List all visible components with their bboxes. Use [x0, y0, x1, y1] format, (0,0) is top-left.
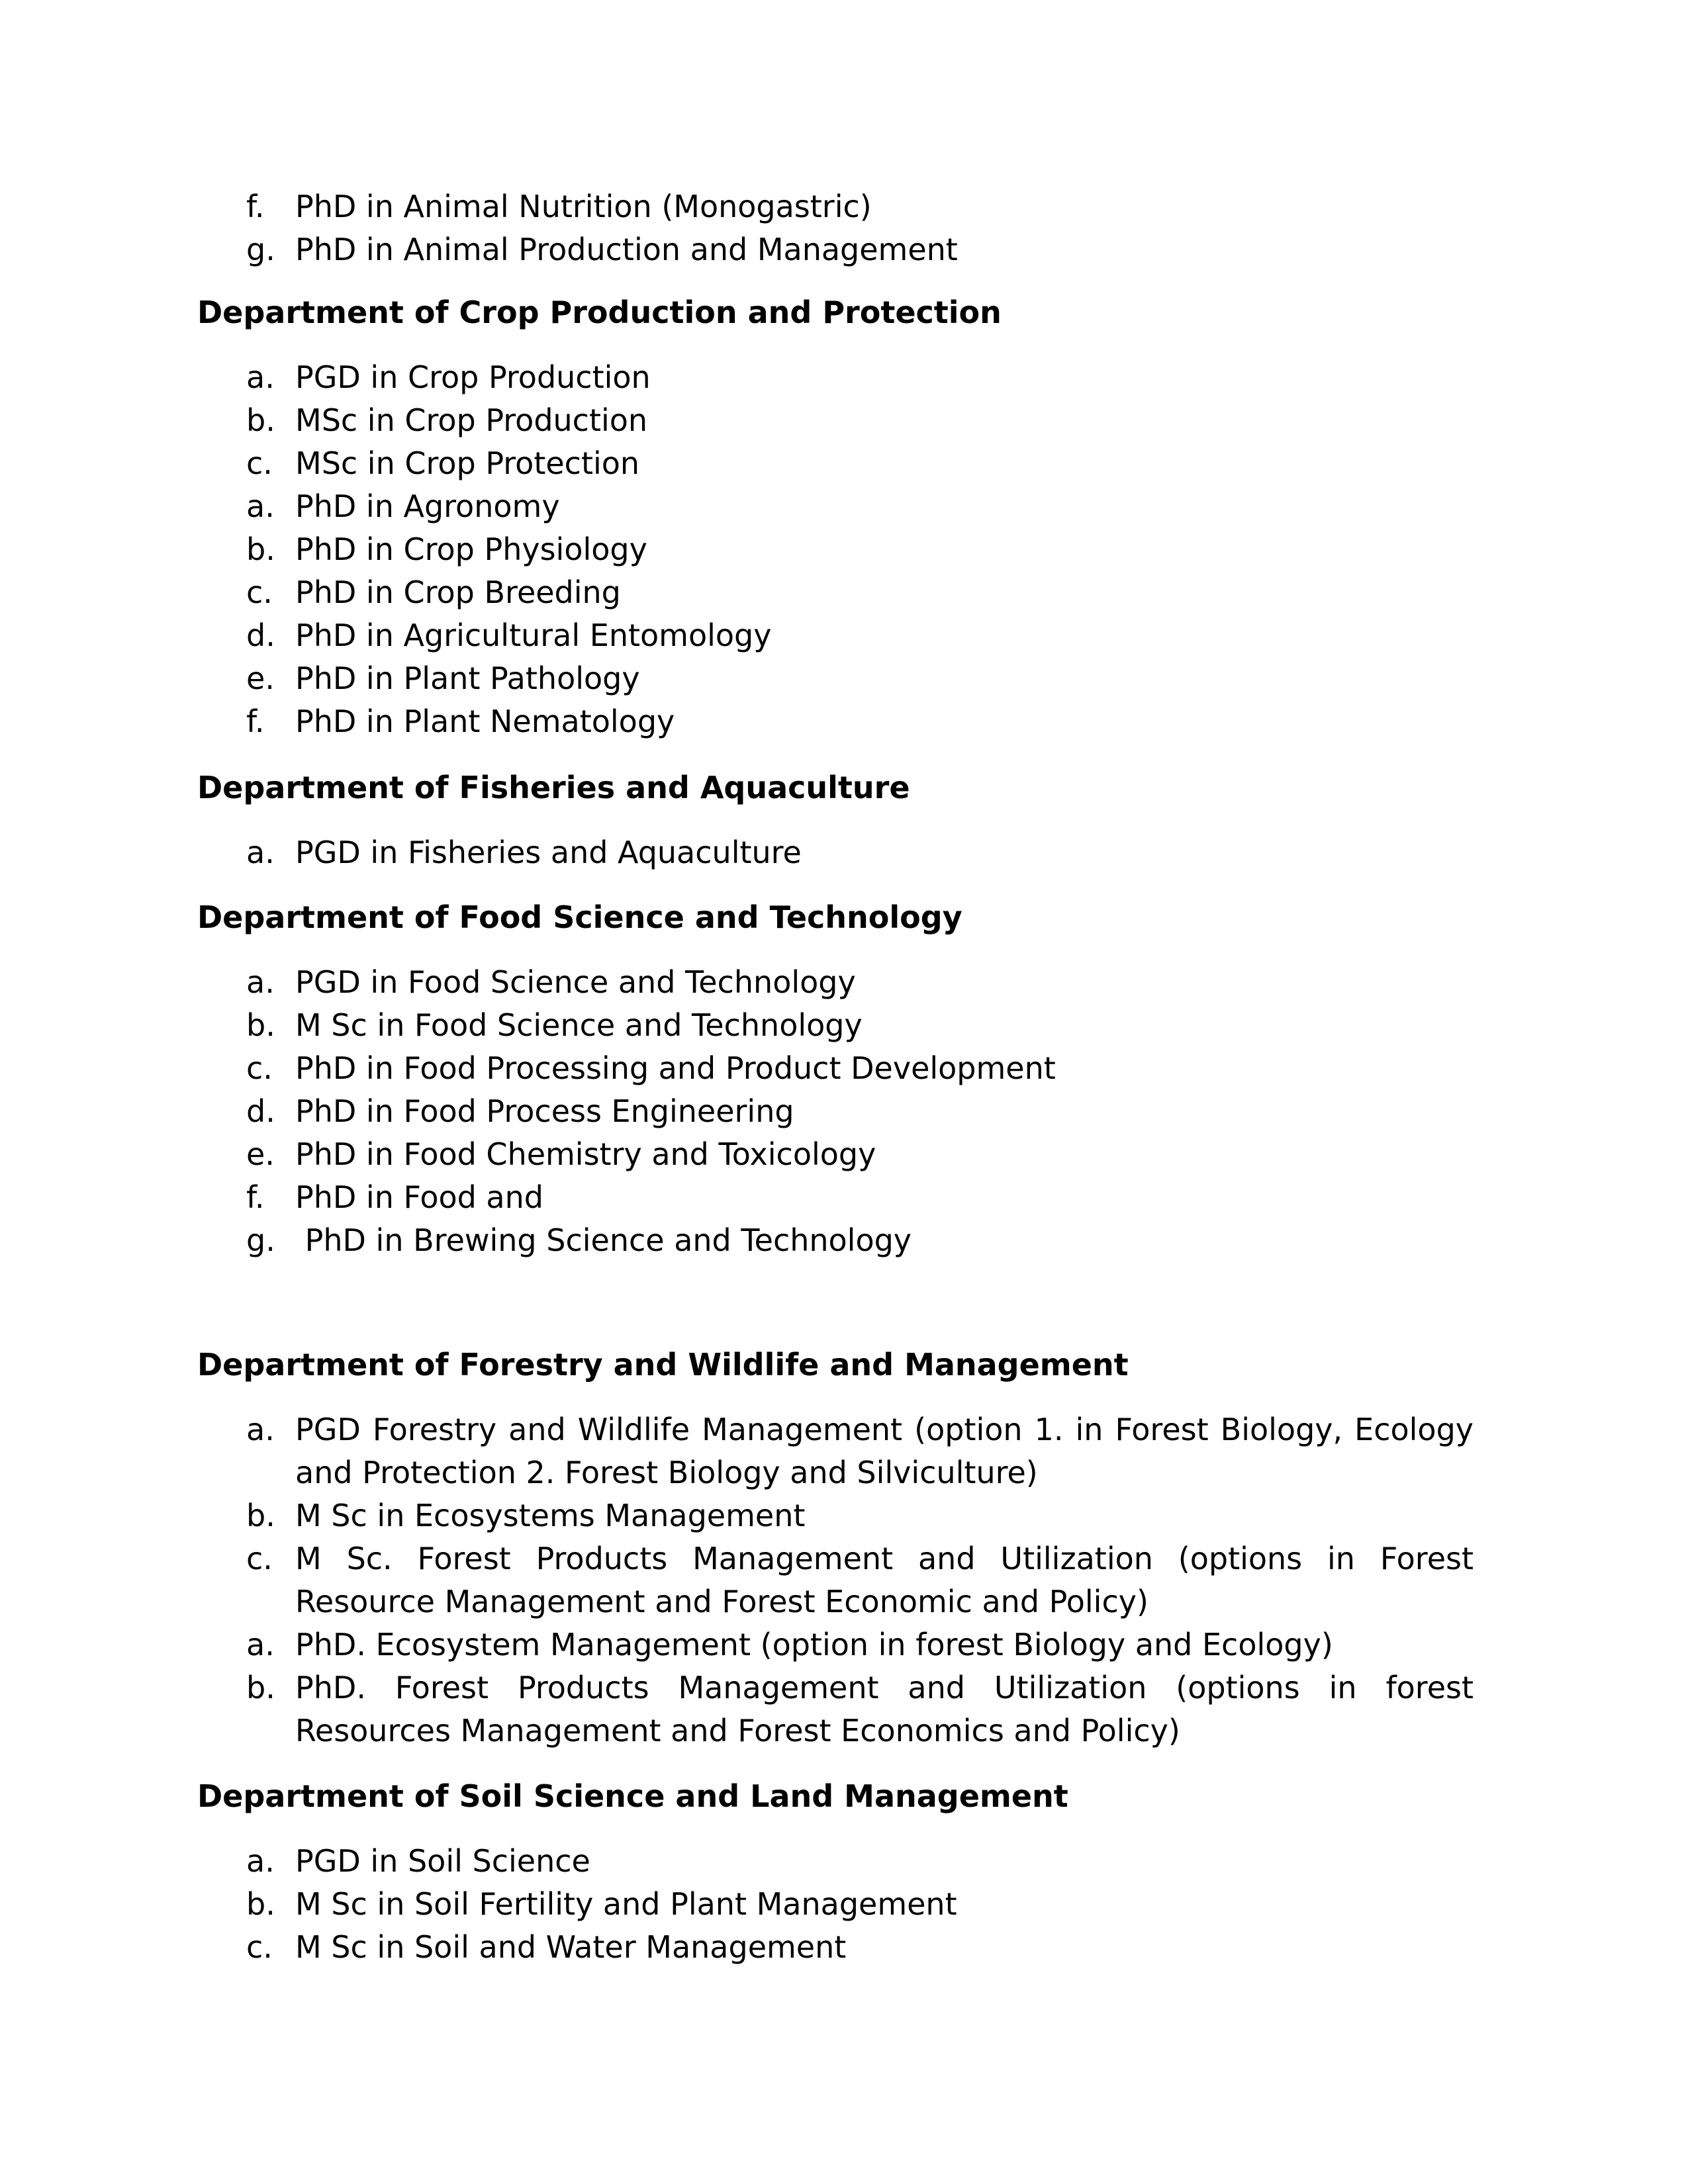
list-item [0, 614, 1688, 657]
list-marker: a. [246, 1843, 275, 1879]
list-item [0, 571, 1688, 614]
list-marker: b. [246, 402, 275, 438]
list-item [0, 700, 1688, 743]
list-item [0, 1133, 1688, 1176]
list-item-text: PhD in Food Processing and Product Development [295, 1050, 1056, 1086]
list-item-text: PhD in Food and [295, 1179, 543, 1215]
list-item-text: PhD in Plant Nematology [295, 704, 675, 739]
list-item-text: PhD in Agricultural Entomology [295, 617, 772, 653]
section-heading: Department of Food Science and Technology [197, 899, 962, 935]
list-item-text: PGD in Food Science and Technology [295, 964, 856, 1000]
list-marker: f. [246, 704, 265, 739]
list-item [0, 1537, 1688, 1623]
list-item-text: PGD in Soil Science [295, 1843, 590, 1879]
list-item-text: M Sc in Food Science and Technology [295, 1007, 863, 1043]
list-item [0, 528, 1688, 571]
section-heading: Department of Forestry and Wildlife and Management [197, 1347, 1129, 1383]
list-item-text: PhD. Forest Products Management and Utilization (options in forest Resources Management and Forest Economics and Policy) [295, 1670, 1474, 1749]
list-item [0, 831, 1688, 874]
program-list [0, 961, 1688, 1262]
list-marker: c. [246, 1050, 273, 1086]
list-item-text: PhD in Crop Physiology [295, 531, 647, 567]
list-marker: f. [246, 189, 265, 224]
list-marker: g. [246, 232, 275, 267]
list-item [0, 1047, 1688, 1090]
list-marker: b. [246, 531, 275, 567]
list-item-text: M Sc in Soil and Water Management [295, 1929, 847, 1965]
list-marker: c. [246, 1929, 273, 1965]
list-item-text: PhD in Crop Breeding [295, 574, 621, 610]
list-item-text: PGD Forestry and Wildlife Management (option 1. in Forest Biology, Ecology and Protection 2. Forest Biology and Silviculture) [295, 1412, 1474, 1490]
list-item-text: PhD in Brewing Science and Technology [295, 1222, 912, 1258]
list-marker: a. [246, 488, 275, 524]
list-marker: e. [246, 1136, 275, 1172]
list-item-text: PGD in Fisheries and Aquaculture [295, 835, 802, 870]
list-item [0, 1219, 1688, 1262]
list-item [0, 1623, 1688, 1666]
list-item [0, 356, 1688, 399]
list-item [0, 1840, 1688, 1883]
list-marker: a. [246, 1412, 275, 1447]
list-item-text: PhD in Animal Production and Management [295, 232, 958, 267]
list-item [0, 1494, 1688, 1537]
program-list [0, 1840, 1688, 1969]
section-heading: Department of Fisheries and Aquaculture [197, 770, 910, 805]
list-item-text: PhD in Plant Pathology [295, 660, 640, 696]
list-marker: a. [246, 1627, 275, 1662]
list-marker: a. [246, 964, 275, 1000]
section-heading: Department of Crop Production and Protection [197, 295, 1002, 330]
list-item-text: PGD in Crop Production [295, 359, 651, 395]
program-list [0, 831, 1688, 874]
list-marker: b. [246, 1007, 275, 1043]
list-marker: f. [246, 1179, 265, 1215]
list-marker: e. [246, 660, 275, 696]
list-item [0, 1666, 1688, 1752]
list-item [0, 399, 1688, 442]
list-marker: d. [246, 1093, 275, 1129]
program-list [0, 356, 1688, 743]
list-item [0, 961, 1688, 1004]
list-marker: b. [246, 1670, 275, 1706]
program-list [0, 185, 1688, 271]
list-item [0, 485, 1688, 528]
list-marker: a. [246, 359, 275, 395]
list-item [0, 1926, 1688, 1969]
list-item-text: M Sc in Ecosystems Management [295, 1498, 806, 1533]
list-marker: c. [246, 1541, 273, 1576]
section-heading: Department of Soil Science and Land Management [197, 1778, 1068, 1814]
list-marker: d. [246, 617, 275, 653]
list-item-text: PhD in Food Process Engineering [295, 1093, 794, 1129]
list-item [0, 1004, 1688, 1047]
list-item-text: M Sc in Soil Fertility and Plant Management [295, 1886, 957, 1922]
list-item [0, 1090, 1688, 1133]
list-item-text: MSc in Crop Production [295, 402, 648, 438]
list-item-text: PhD. Ecosystem Management (option in forest Biology and Ecology) [295, 1627, 1333, 1662]
list-marker: g. [246, 1222, 275, 1258]
program-list [0, 1408, 1688, 1752]
list-item-text: M Sc. Forest Products Management and Utilization (options in Forest Resource Management and Forest Economic and Policy) [295, 1541, 1474, 1619]
list-item [0, 185, 1688, 228]
list-item-text: PhD in Food Chemistry and Toxicology [295, 1136, 876, 1172]
list-item [0, 442, 1688, 485]
list-item-text: MSc in Crop Protection [295, 445, 640, 481]
list-item [0, 1176, 1688, 1219]
list-item-text: PhD in Agronomy [295, 488, 560, 524]
list-marker: c. [246, 574, 273, 610]
list-item-text: PhD in Animal Nutrition (Monogastric) [295, 189, 872, 224]
list-item [0, 1883, 1688, 1926]
list-marker: c. [246, 445, 273, 481]
list-item [0, 657, 1688, 700]
list-marker: b. [246, 1498, 275, 1533]
list-marker: a. [246, 835, 275, 870]
list-item [0, 1408, 1688, 1494]
list-item [0, 228, 1688, 271]
list-marker: b. [246, 1886, 275, 1922]
